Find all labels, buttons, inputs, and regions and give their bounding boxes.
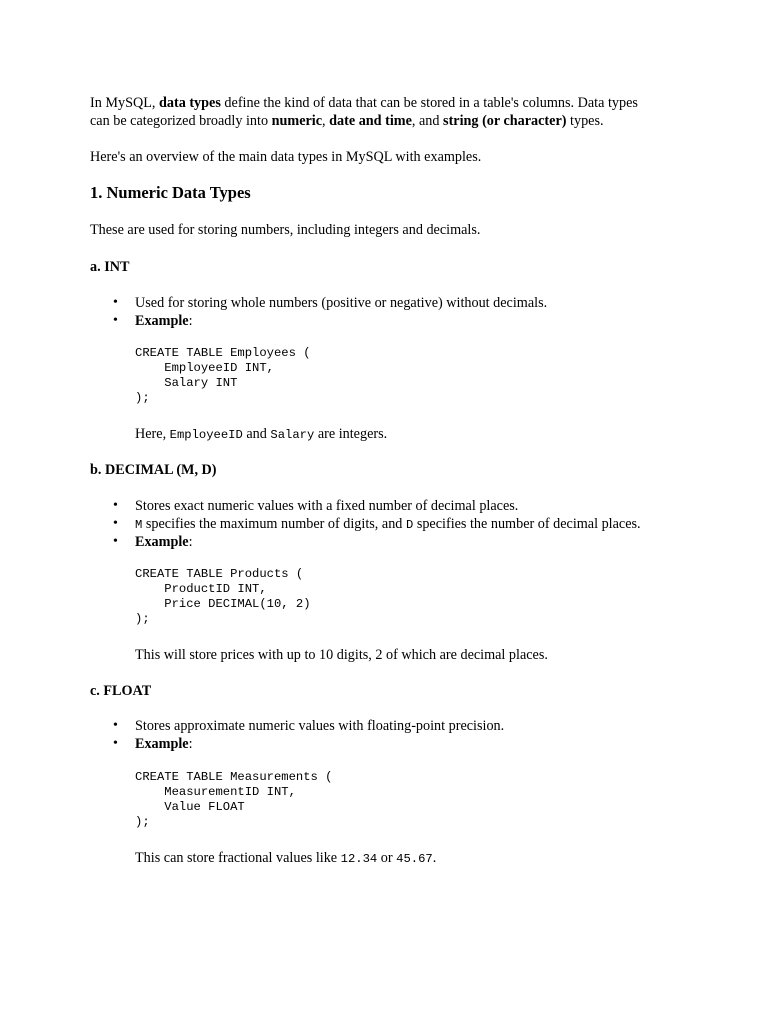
intro-bold-string: string (or character) [443,113,567,129]
list-item-text: Stores approximate numeric values with floating-point precision. [135,718,505,734]
int-note [135,425,387,444]
note-text: . [432,850,437,866]
section-heading-numeric: 1. Numeric Data Types [90,183,251,202]
overview-paragraph: Here's an overview of the main data types in MySQL with examples. [90,149,482,165]
decimal-note: This will store prices with up to 10 digits, 2 of which are decimal places. [135,647,548,663]
section-description: These are used for storing numbers, including integers and decimals. [90,222,481,238]
intro-bold-numeric: numeric [271,113,323,129]
intro-bold-date-time: date and time [329,113,412,129]
intro-text: types. [566,113,604,129]
list-item [113,533,193,551]
intro-text: In MySQL, [90,95,159,111]
note-text: or [377,850,397,866]
intro-text: , [322,113,330,129]
subheading-float: c. FLOAT [90,683,152,699]
code-block-decimal: CREATE TABLE Products ( ProductID INT, Price DECIMAL(10, 2) ); [135,567,311,626]
note-text: are integers. [314,426,388,442]
list-item [113,294,548,312]
list-item [113,497,519,515]
note-text: and [242,426,271,442]
code-block-int: CREATE TABLE Employees ( EmployeeID INT, Salary INT ); [135,346,311,405]
subheading-int: a. INT [90,259,130,275]
example-label: Example [135,534,189,550]
example-colon: : [188,534,193,550]
list-item-text: Used for storing whole numbers (positive or negative) without decimals. [135,295,548,311]
intro-text: , and [411,113,444,129]
intro-paragraph [90,94,638,130]
list-item-text: specifies the maximum number of digits, and [142,516,406,532]
inline-code: 45.67 [396,852,433,866]
bullet-icon: • [113,534,118,549]
bullet-icon: • [113,736,118,751]
code-block-float: CREATE TABLE Measurements ( MeasurementID INT, Value FLOAT ); [135,770,333,829]
subheading-decimal: b. DECIMAL (M, D) [90,462,217,478]
bullet-icon: • [113,498,118,513]
list-item-text: specifies the number of decimal places. [413,516,641,532]
intro-text: define the kind of data that can be stored in a table's columns. Data types [220,95,638,111]
list-item-text: Stores exact numeric values with a fixed number of decimal places. [135,498,519,514]
bullet-icon: • [113,718,118,733]
float-note [135,849,436,868]
list-item [113,515,641,534]
note-text: This can store fractional values like [135,850,341,866]
inline-code: M [135,518,143,532]
bullet-icon: • [113,295,118,310]
inline-code: D [405,518,414,532]
example-label: Example [135,313,189,329]
intro-line-1 [90,94,638,112]
note-text: Here, [135,426,170,442]
example-colon: : [188,313,193,329]
list-item [113,735,193,753]
intro-bold-data-types: data types [158,95,221,111]
intro-text: can be categorized broadly into [90,113,272,129]
inline-code: 12.34 [340,852,378,866]
inline-code: EmployeeID [169,428,243,442]
inline-code: Salary [270,428,315,442]
example-colon: : [188,736,193,752]
bullet-icon: • [113,516,118,531]
example-label: Example [135,736,189,752]
list-item [113,717,505,735]
intro-line-2 [90,112,638,130]
bullet-icon: • [113,313,118,328]
list-item [113,312,193,330]
